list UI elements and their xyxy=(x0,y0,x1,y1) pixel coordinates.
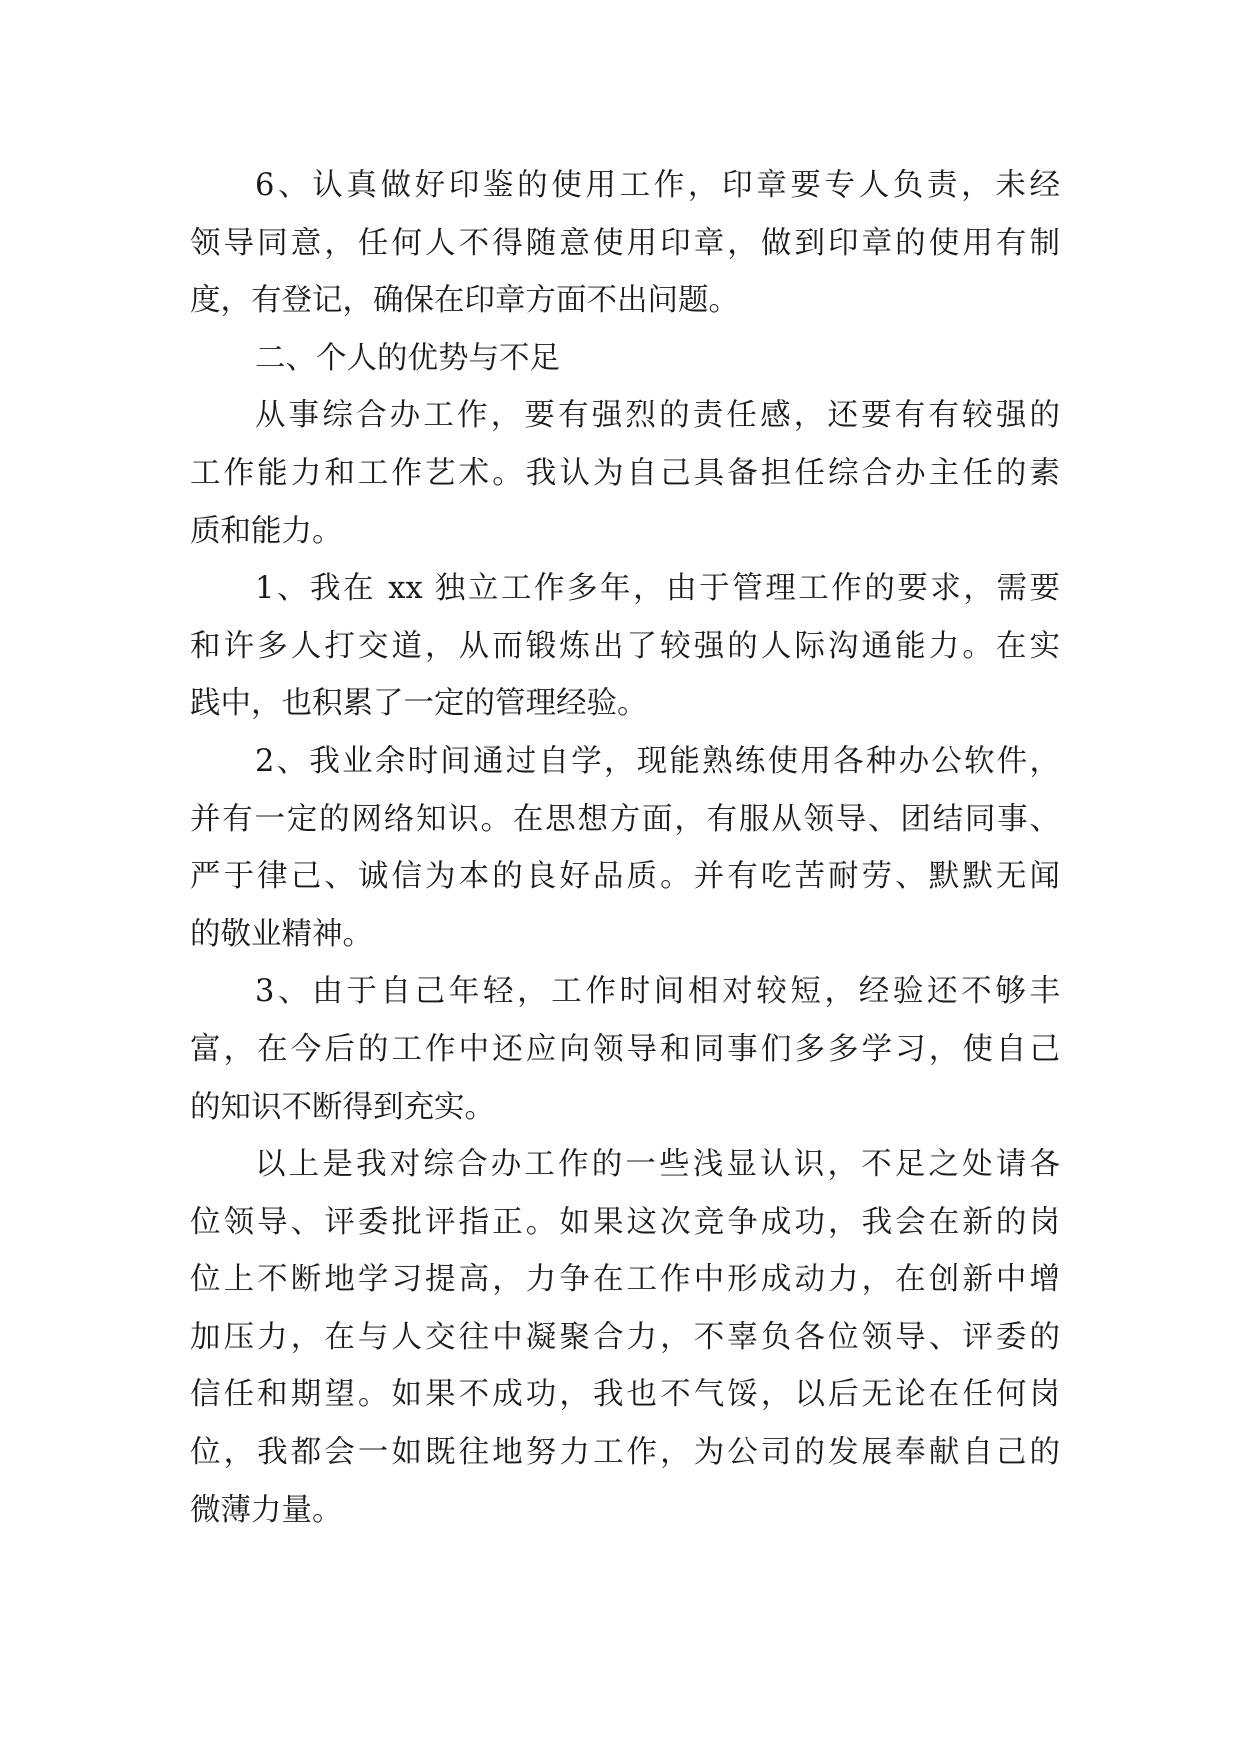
text-line: 位上不断地学习提高，力争在工作中形成动力，在创新中增 xyxy=(190,1262,1060,1298)
text-line: 1、我在 xx 独立工作多年，由于管理工作的要求，需要 xyxy=(255,571,1060,607)
text-line: 领导同意，任何人不得随意使用印章，做到印章的使用有制 xyxy=(190,225,1060,261)
text-line: 以上是我对综合办工作的一些浅显认识，不足之处请各 xyxy=(255,1147,1060,1183)
text-line: 的敬业精神。 xyxy=(190,916,373,952)
text-line: 并有一定的网络知识。在思想方面，有服从领导、团结同事、 xyxy=(190,801,1060,837)
text-line: 2、我业余时间通过自学，现能熟练使用各种办公软件， xyxy=(255,743,1060,779)
text-line: 的知识不断得到充实。 xyxy=(190,1089,495,1125)
text-line: 6、认真做好印鉴的使用工作，印章要专人负责，未经 xyxy=(255,168,1060,203)
text-line: 工作能力和工作艺术。我认为自己具备担任综合办主任的素 xyxy=(190,455,1060,491)
document-body xyxy=(190,157,1060,1539)
text-line: 位，我都会一如既往地努力工作，为公司的发展奉献自己的 xyxy=(190,1435,1060,1471)
text-line: 富，在今后的工作中还应向领导和同事们多多学习，使自己 xyxy=(190,1031,1060,1067)
text-line: 位领导、评委批评指正。如果这次竞争成功，我会在新的岗 xyxy=(190,1204,1060,1240)
text-line: 微薄力量。 xyxy=(190,1492,343,1528)
text-line: 严于律己、诚信为本的良好品质。并有吃苦耐劳、默默无闻 xyxy=(190,859,1060,895)
section-heading: 二、个人的优势与不足 xyxy=(255,340,560,376)
text-line: 践中，也积累了一定的管理经验。 xyxy=(190,686,648,722)
text-line: 3、由于自己年轻，工作时间相对较短，经验还不够丰 xyxy=(255,974,1060,1010)
text-line: 质和能力。 xyxy=(190,513,343,549)
text-line: 度，有登记，确保在印章方面不出问题。 xyxy=(190,283,739,319)
text-line: 和许多人打交道，从而锻炼出了较强的人际沟通能力。在实 xyxy=(190,628,1060,664)
text-line: 加压力，在与人交往中凝聚合力，不辜负各位领导、评委的 xyxy=(190,1319,1060,1355)
text-line: 从事综合办工作，要有强烈的责任感，还要有有较强的 xyxy=(255,398,1060,434)
text-line: 信任和期望。如果不成功，我也不气馁，以后无论在任何岗 xyxy=(190,1377,1060,1413)
